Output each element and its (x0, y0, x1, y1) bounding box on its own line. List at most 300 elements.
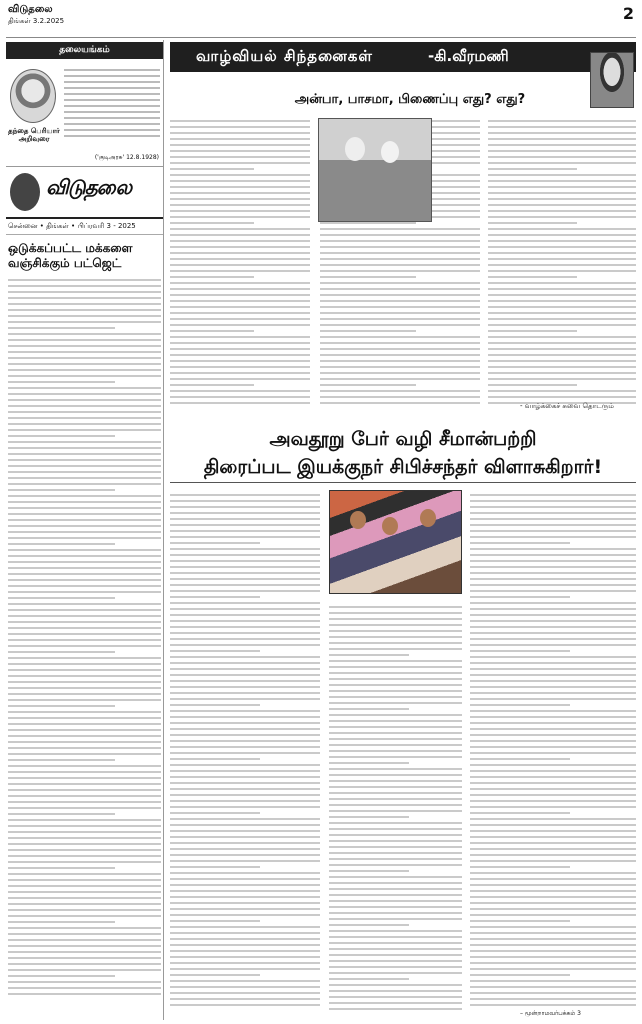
text-line (488, 222, 577, 224)
text-line (470, 824, 636, 826)
text-line (170, 866, 260, 868)
text-line (329, 978, 409, 980)
author-photo (590, 52, 634, 108)
text-line (320, 402, 480, 404)
text-line (329, 834, 462, 836)
text-line (170, 396, 310, 398)
text-line (470, 530, 636, 532)
text-line (329, 774, 462, 776)
text-line (8, 855, 161, 857)
text-line (170, 644, 320, 646)
article-b-column-2 (329, 602, 462, 1014)
text-line (8, 567, 161, 569)
text-line (488, 372, 636, 374)
headline-line-2: திரைப்பட இயக்குநர் சிபிச்சந்தர் விளாசுகிறார்! (203, 456, 603, 478)
text-line (170, 566, 320, 568)
text-line (470, 554, 636, 556)
text-line (170, 234, 310, 236)
text-line (8, 921, 115, 923)
text-line (8, 993, 161, 995)
article-b-column-1 (170, 490, 320, 1010)
text-line (8, 477, 161, 479)
text-line (470, 758, 570, 760)
text-line (8, 981, 161, 983)
text-line (170, 824, 320, 826)
text-line (8, 321, 161, 323)
text-line (470, 878, 636, 880)
text-line (8, 939, 161, 941)
text-line (488, 348, 636, 350)
text-line (470, 734, 636, 736)
text-line (170, 192, 310, 194)
text-line (170, 794, 320, 796)
text-line (8, 897, 161, 899)
text-line (8, 645, 161, 647)
text-line (170, 896, 320, 898)
text-line (170, 572, 320, 574)
text-line (170, 602, 320, 604)
text-line (320, 318, 480, 320)
text-line (170, 620, 320, 622)
text-line (329, 756, 462, 758)
text-line (8, 615, 161, 617)
text-line (329, 876, 462, 878)
text-line (329, 1008, 462, 1010)
text-line (170, 734, 320, 736)
text-line (8, 519, 161, 521)
text-line (329, 606, 462, 608)
text-line (329, 984, 462, 986)
text-line (170, 842, 320, 844)
text-line (470, 500, 636, 502)
text-line (488, 384, 577, 386)
text-line (470, 710, 636, 712)
text-line (320, 390, 480, 392)
text-line (470, 884, 636, 886)
text-line (329, 792, 462, 794)
text-line (470, 962, 636, 964)
text-line (488, 252, 636, 254)
text-line (320, 222, 416, 224)
text-line (470, 518, 636, 520)
text-line (170, 384, 254, 386)
text-line (170, 632, 320, 634)
logo-text: விடுதலை (46, 175, 132, 199)
text-line (8, 747, 161, 749)
text-line (8, 459, 161, 461)
editorial-body (6, 279, 163, 995)
text-line (8, 375, 161, 377)
text-line (329, 732, 462, 734)
text-line (170, 524, 320, 526)
text-line (470, 680, 636, 682)
text-line (8, 753, 161, 755)
text-line (8, 867, 115, 869)
text-line (8, 381, 115, 383)
text-line (488, 378, 636, 380)
text-line (8, 555, 161, 557)
text-line (470, 986, 636, 988)
text-line (170, 986, 320, 988)
text-line (8, 447, 161, 449)
text-line (8, 405, 161, 407)
text-line (329, 882, 462, 884)
text-line (488, 126, 636, 128)
text-line (8, 639, 161, 641)
text-line (8, 831, 161, 833)
text-line (8, 537, 161, 539)
text-line (329, 612, 462, 614)
text-line (8, 501, 161, 503)
text-line (488, 330, 577, 332)
text-line (329, 900, 462, 902)
text-line (170, 950, 320, 952)
footer-note: – மூன்றாமவர்பக்கம் 3 (520, 1010, 581, 1017)
text-line (470, 620, 636, 622)
text-line (170, 704, 260, 706)
text-line (170, 222, 254, 224)
text-line (8, 759, 115, 761)
text-line (470, 764, 636, 766)
text-line (8, 621, 161, 623)
text-line (170, 818, 320, 820)
text-line (170, 246, 310, 248)
text-line (170, 914, 320, 916)
text-line (488, 360, 636, 362)
text-line (8, 525, 161, 527)
text-line (8, 327, 115, 329)
text-line (170, 138, 310, 140)
text-line (170, 746, 320, 748)
text-line (320, 354, 480, 356)
text-line (329, 786, 462, 788)
text-line (488, 288, 636, 290)
text-line (170, 216, 310, 218)
text-line (329, 870, 409, 872)
text-line (329, 744, 462, 746)
text-line (170, 872, 320, 874)
text-line (329, 702, 462, 704)
text-line (8, 693, 161, 695)
text-line (170, 692, 320, 694)
text-line (470, 902, 636, 904)
text-line (329, 918, 462, 920)
news-photo (329, 490, 462, 594)
text-line (329, 846, 462, 848)
text-line (170, 360, 310, 362)
text-line (488, 354, 636, 356)
text-line (470, 584, 636, 586)
text-line (8, 765, 161, 767)
text-line (8, 849, 161, 851)
article-a-column-1 (170, 116, 310, 408)
text-line (470, 536, 636, 538)
text-line (329, 936, 462, 938)
text-line (8, 933, 161, 935)
text-line (470, 992, 636, 994)
text-line (8, 345, 161, 347)
text-line (329, 642, 462, 644)
periyar-caption: தந்தை பெரியார் அறிவுரை (8, 127, 60, 144)
text-line (8, 675, 161, 677)
left-column (6, 40, 164, 1020)
text-line (170, 848, 320, 850)
text-line (170, 348, 310, 350)
text-line (8, 333, 161, 335)
text-line (170, 318, 310, 320)
text-line (488, 390, 636, 392)
text-line (488, 336, 636, 338)
text-line (470, 746, 636, 748)
text-line (470, 494, 636, 496)
text-line (320, 384, 416, 386)
text-line (8, 513, 161, 515)
text-line (170, 180, 310, 182)
text-line (8, 909, 161, 911)
text-line (170, 270, 310, 272)
headline-line-1: அவதூறு பேர் வழி சீமான்பற்றி (269, 428, 537, 450)
text-line (470, 560, 636, 562)
text-line (329, 678, 462, 680)
text-line (170, 830, 320, 832)
text-line (8, 597, 115, 599)
text-line (8, 717, 161, 719)
text-line (8, 885, 161, 887)
city-date: சென்னை • திங்கள் • பிப்ரவரி 3 - 2025 (6, 219, 163, 235)
text-line (170, 174, 310, 176)
text-line (470, 890, 636, 892)
text-line (8, 417, 161, 419)
text-line (8, 891, 161, 893)
text-line (170, 968, 320, 970)
text-line (170, 342, 310, 344)
text-line (170, 210, 310, 212)
text-line (170, 294, 310, 296)
text-line (488, 312, 636, 314)
text-line (8, 777, 161, 779)
text-line (8, 819, 161, 821)
text-line (470, 800, 636, 802)
text-line (170, 710, 320, 712)
text-line (470, 980, 636, 982)
text-line (329, 666, 462, 668)
text-line (170, 686, 320, 688)
text-line (170, 722, 320, 724)
text-line (8, 573, 161, 575)
text-line (170, 980, 320, 982)
text-line (170, 860, 320, 862)
text-line (470, 956, 636, 958)
text-line (470, 794, 636, 796)
text-line (470, 542, 570, 544)
text-line (329, 888, 462, 890)
text-line (170, 330, 254, 332)
text-line (470, 590, 636, 592)
text-line (170, 162, 310, 164)
text-line (329, 660, 462, 662)
text-line (8, 291, 161, 293)
text-line (470, 524, 636, 526)
banner-series: வாழ்வியல் சிந்தனைகள் (196, 47, 373, 65)
article-photo (318, 118, 432, 222)
text-line (170, 390, 310, 392)
text-line (170, 770, 320, 772)
text-line (329, 960, 462, 962)
text-line (170, 908, 320, 910)
article-a-column-3 (488, 116, 636, 408)
text-line (8, 699, 161, 701)
text-line (329, 972, 462, 974)
text-line (170, 626, 320, 628)
text-line (329, 948, 462, 950)
text-line (329, 672, 462, 674)
text-line (488, 198, 636, 200)
text-line (320, 306, 480, 308)
text-line (8, 879, 161, 881)
text-line (470, 626, 636, 628)
text-line (470, 692, 636, 694)
text-line (329, 762, 409, 764)
text-line (8, 801, 161, 803)
text-line (470, 674, 636, 676)
text-line (320, 264, 480, 266)
text-line (470, 872, 636, 874)
editorial-heading: தலையங்கம் (6, 42, 163, 59)
text-line (170, 282, 310, 284)
text-line (170, 638, 320, 640)
text-line (320, 294, 480, 296)
text-line (488, 234, 636, 236)
text-line (170, 156, 310, 158)
text-line (329, 798, 462, 800)
text-line (170, 1004, 320, 1006)
text-line (470, 716, 636, 718)
text-line (488, 228, 636, 230)
text-line (488, 264, 636, 266)
text-line (8, 957, 161, 959)
text-line (470, 908, 636, 910)
text-line (329, 624, 462, 626)
text-line (470, 566, 636, 568)
text-line (488, 150, 636, 152)
text-line (470, 914, 636, 916)
text-line (8, 285, 161, 287)
text-line (8, 903, 161, 905)
text-line (470, 944, 636, 946)
text-line (8, 735, 161, 737)
text-line (170, 584, 320, 586)
column-banner (170, 42, 636, 72)
text-line (8, 351, 161, 353)
text-line (470, 632, 636, 634)
text-line (488, 192, 636, 194)
text-line (170, 590, 320, 592)
text-line (8, 561, 161, 563)
text-line (488, 180, 636, 182)
dateline: திங்கள் 3.2.2025 (8, 17, 65, 25)
text-line (320, 288, 480, 290)
text-line (329, 780, 462, 782)
text-line (320, 258, 480, 260)
text-line (170, 782, 320, 784)
text-line (8, 399, 161, 401)
text-line (8, 339, 161, 341)
banner-author: -கி.வீரமணி (428, 47, 509, 65)
text-line (170, 258, 310, 260)
text-line (8, 303, 161, 305)
text-line (170, 126, 310, 128)
text-line (170, 656, 320, 658)
text-line (488, 294, 636, 296)
text-line (320, 372, 480, 374)
text-line (170, 674, 320, 676)
text-line (170, 336, 310, 338)
text-line (8, 651, 115, 653)
text-line (470, 512, 636, 514)
text-line (8, 975, 115, 977)
text-line (320, 330, 416, 332)
text-line (8, 441, 161, 443)
text-line (170, 974, 260, 976)
text-line (8, 579, 161, 581)
text-line (170, 264, 310, 266)
text-line (8, 837, 161, 839)
text-line (488, 342, 636, 344)
text-line (170, 560, 320, 562)
text-line (488, 240, 636, 242)
text-line (320, 240, 480, 242)
text-line (8, 789, 161, 791)
text-line (470, 704, 570, 706)
text-line (488, 120, 636, 122)
periyar-portrait (10, 69, 56, 123)
text-line (170, 252, 310, 254)
text-line (470, 770, 636, 772)
text-line (8, 927, 161, 929)
headline-rule (170, 482, 636, 483)
text-line (170, 614, 320, 616)
text-line (329, 924, 409, 926)
text-line (329, 618, 462, 620)
text-line (470, 968, 636, 970)
text-line (470, 752, 636, 754)
text-line (170, 306, 310, 308)
text-line (170, 494, 320, 496)
text-line (320, 396, 480, 398)
text-line (170, 120, 310, 122)
text-line (170, 752, 320, 754)
text-line (170, 998, 320, 1000)
periyar-quote-box (6, 59, 163, 167)
text-line (8, 585, 161, 587)
text-line (329, 720, 462, 722)
text-line (170, 728, 320, 730)
text-line (329, 696, 462, 698)
text-line (488, 324, 636, 326)
text-line (470, 896, 636, 898)
text-line (329, 822, 462, 824)
text-line (470, 596, 570, 598)
text-line (170, 228, 310, 230)
text-line (470, 950, 636, 952)
text-line (488, 276, 577, 278)
text-line (488, 396, 636, 398)
text-line (170, 548, 320, 550)
text-line (329, 768, 462, 770)
article-b-column-3 (470, 490, 636, 1010)
text-line (170, 812, 260, 814)
text-line (320, 270, 480, 272)
